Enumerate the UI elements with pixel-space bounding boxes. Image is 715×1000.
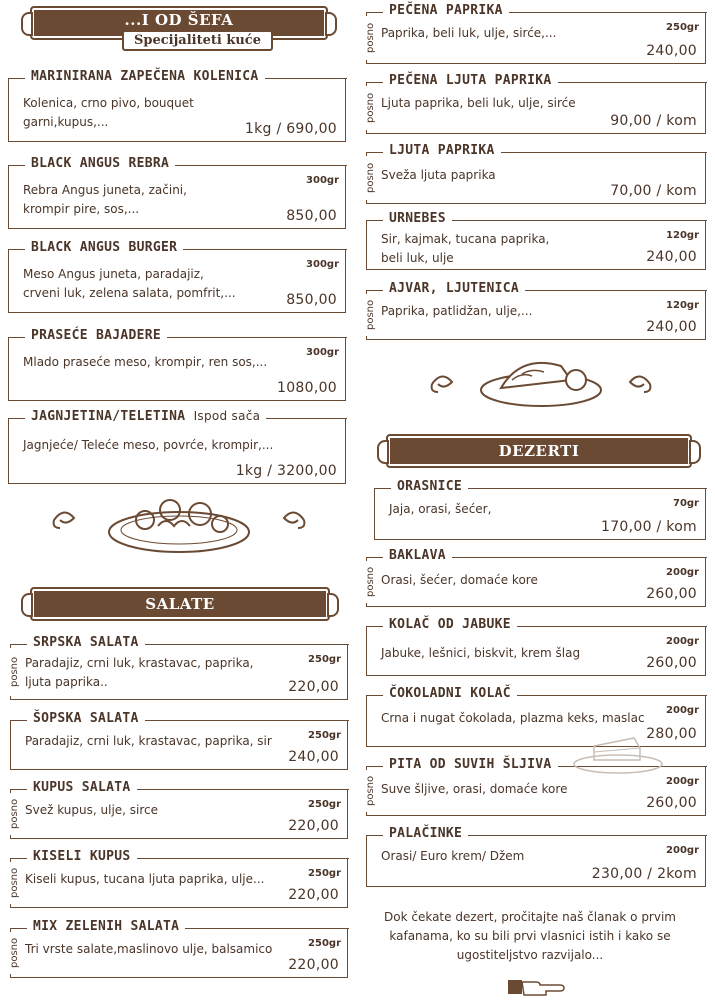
item-name: ORASNICE bbox=[391, 479, 468, 494]
menu-item bbox=[8, 409, 346, 484]
item-weight: 300gr bbox=[306, 175, 339, 186]
item-posno: posno bbox=[9, 932, 23, 974]
item-posno: posno bbox=[9, 648, 23, 696]
section-header-salads bbox=[30, 587, 330, 621]
item-price: 1kg / 690,00 bbox=[244, 121, 337, 137]
item-weight: 300gr bbox=[306, 259, 339, 270]
item-posno: posno bbox=[365, 16, 379, 60]
item-weight: 250gr bbox=[308, 938, 341, 949]
menu-item bbox=[365, 548, 706, 607]
item-posno: posno bbox=[365, 156, 379, 200]
item-description: Orasi/ Euro krem/ Džem bbox=[381, 849, 525, 863]
section-header-desserts bbox=[386, 434, 692, 468]
menu-item bbox=[10, 711, 348, 770]
item-posno: posno bbox=[365, 86, 379, 130]
menu-item bbox=[8, 156, 346, 229]
pointing-hand-icon[interactable] bbox=[506, 976, 568, 998]
menu-item bbox=[8, 69, 346, 142]
item-weight: 200gr bbox=[666, 845, 699, 856]
item-posno: posno bbox=[365, 294, 379, 336]
item-posno: posno bbox=[9, 793, 23, 835]
item-weight: 250gr bbox=[308, 730, 341, 741]
menu-item bbox=[9, 635, 348, 700]
item-name: ČOKOLADNI KOLAČ bbox=[383, 686, 517, 701]
menu-item bbox=[8, 328, 346, 401]
item-price: 220,00 bbox=[288, 957, 339, 973]
item-description: Ljuta paprika, beli luk, ulje, sirće bbox=[381, 96, 576, 110]
menu-item bbox=[366, 617, 706, 676]
item-description: Meso Angus juneta, paradajiz, crveni luk, zelena salata, pomfrit,... bbox=[23, 267, 236, 300]
menu-item bbox=[9, 919, 348, 978]
section-header-desserts-title: DEZERTI bbox=[498, 442, 580, 460]
item-weight: 120gr bbox=[666, 230, 699, 241]
item-description: Jabuke, lešnici, biskvit, krem šlag bbox=[381, 646, 581, 660]
item-posno: posno bbox=[9, 862, 23, 904]
item-name: ŠOPSKA SALATA bbox=[27, 711, 145, 726]
item-description: Sveža ljuta paprika bbox=[381, 168, 496, 182]
item-description: Paradajiz, crni luk, krastavac, paprika, ljuta paprika.. bbox=[25, 656, 254, 689]
menu-item bbox=[8, 240, 346, 313]
item-price: 230,00 / 2kom bbox=[591, 866, 697, 882]
item-price: 240,00 bbox=[646, 43, 697, 59]
dessert-plate-illustration bbox=[426, 350, 656, 414]
item-description: Jaja, orasi, šećer, bbox=[389, 502, 492, 516]
item-price: 850,00 bbox=[286, 292, 337, 308]
item-weight: 250gr bbox=[308, 868, 341, 879]
item-price: 90,00 / kom bbox=[610, 113, 697, 129]
item-name: JAGNJETINA/TELETINA Ispod sača bbox=[25, 409, 266, 424]
item-description: Paprika, beli luk, ulje, sirće,... bbox=[381, 26, 557, 40]
item-weight: 300gr bbox=[306, 347, 339, 358]
salad-plate-illustration bbox=[50, 490, 308, 560]
menu-item bbox=[9, 849, 348, 908]
menu-item bbox=[365, 73, 706, 134]
item-weight: 70gr bbox=[672, 498, 699, 509]
item-price: 280,00 bbox=[646, 726, 697, 742]
item-price: 1kg / 3200,00 bbox=[235, 463, 337, 479]
item-description: Mlado praseće meso, krompir, ren sos,... bbox=[23, 355, 268, 369]
cake-illustration bbox=[572, 730, 664, 776]
item-description: Kolenica, crno pivo, bouquet garni,kupus,... bbox=[23, 96, 194, 129]
item-description: Sir, kajmak, tucana paprika, beli luk, ulje bbox=[381, 232, 550, 265]
item-description: Suve šljive, orasi, domaće kore bbox=[381, 782, 568, 796]
item-name: URNEBES bbox=[383, 211, 452, 226]
item-description: Paradajiz, crni luk, krastavac, paprika, sir bbox=[25, 734, 272, 748]
item-price: 260,00 bbox=[646, 586, 697, 602]
section-header-chef-title: ...I OD ŠEFA bbox=[124, 11, 234, 29]
item-weight: 120gr bbox=[666, 300, 699, 311]
item-name: BAKLAVA bbox=[383, 548, 452, 563]
footnote-text: Dok čekate dezert, pročitajte naš članak o prvim kafanama, ko su bili prvi vlasnici istih i kako se ugostiteljstvo razvijalo... bbox=[384, 910, 676, 962]
item-price: 260,00 bbox=[646, 795, 697, 811]
item-price: 240,00 bbox=[646, 249, 697, 265]
item-name: BLACK ANGUS REBRA bbox=[25, 156, 175, 171]
menu-item bbox=[366, 826, 706, 887]
item-price: 260,00 bbox=[646, 655, 697, 671]
item-name: MARINIRANA ZAPEČENA KOLENICA bbox=[25, 69, 265, 84]
item-note: Ispod sača bbox=[193, 409, 261, 423]
menu-item bbox=[374, 479, 706, 540]
item-price: 220,00 bbox=[288, 818, 339, 834]
section-header-salads-title: SALATE bbox=[145, 595, 215, 613]
item-weight: 200gr bbox=[666, 776, 699, 787]
item-description: Paprika, patlidžan, ulje,... bbox=[381, 304, 533, 318]
item-price: 70,00 / kom bbox=[610, 183, 697, 199]
menu-item bbox=[365, 281, 706, 340]
item-description: Kiseli kupus, tucana ljuta paprika, ulje... bbox=[25, 872, 265, 886]
item-price: 850,00 bbox=[286, 208, 337, 224]
item-name: PEČENA LJUTA PAPRIKA bbox=[383, 73, 558, 88]
item-description: Svež kupus, ulje, sirce bbox=[25, 803, 159, 817]
item-name: SRPSKA SALATA bbox=[27, 635, 145, 650]
item-price: 240,00 bbox=[288, 749, 339, 765]
item-price: 1080,00 bbox=[277, 380, 337, 396]
item-name: AJVAR, LJUTENICA bbox=[383, 281, 525, 296]
item-weight: 200gr bbox=[666, 567, 699, 578]
item-weight: 250gr bbox=[666, 22, 699, 33]
item-weight: 250gr bbox=[308, 654, 341, 665]
item-name: LJUTA PAPRIKA bbox=[383, 143, 501, 158]
item-posno: posno bbox=[365, 561, 379, 603]
item-posno: posno bbox=[365, 770, 379, 812]
item-price: 220,00 bbox=[288, 887, 339, 903]
item-description: Crna i nugat čokolada, plazma keks, maslac bbox=[381, 711, 645, 725]
item-name: KUPUS SALATA bbox=[27, 780, 137, 795]
item-price: 240,00 bbox=[646, 319, 697, 335]
item-description: Jagnjeće/ Teleće meso, povrće, krompir,... bbox=[23, 438, 274, 452]
item-name: PALAČINKE bbox=[383, 826, 468, 841]
menu-item bbox=[365, 3, 706, 64]
item-name: PITA OD SUVIH ŠLJIVA bbox=[383, 757, 558, 772]
item-weight: 200gr bbox=[666, 705, 699, 716]
item-name: PEČENA PAPRIKA bbox=[383, 3, 509, 18]
item-name: KISELI KUPUS bbox=[27, 849, 137, 864]
item-weight: 250gr bbox=[308, 799, 341, 810]
item-name: PRASEĆE BAJADERE bbox=[25, 328, 167, 343]
item-description: Rebra Angus juneta, začini, krompir pire, sos,... bbox=[23, 183, 187, 216]
item-description: Orasi, šećer, domaće kore bbox=[381, 573, 538, 587]
item-description: Tri vrste salate,maslinovo ulje, balsamico bbox=[25, 942, 273, 956]
menu-item bbox=[365, 143, 706, 204]
item-name: KOLAČ OD JABUKE bbox=[383, 617, 517, 632]
menu-item bbox=[366, 211, 706, 270]
item-name: BLACK ANGUS BURGER bbox=[25, 240, 183, 255]
item-name: MIX ZELENIH SALATA bbox=[27, 919, 185, 934]
item-price: 220,00 bbox=[288, 679, 339, 695]
item-price: 170,00 / kom bbox=[600, 519, 697, 535]
menu-item bbox=[9, 780, 348, 839]
section-header-chef-subtitle: Specijaliteti kuće bbox=[122, 30, 273, 51]
item-weight: 200gr bbox=[666, 636, 699, 647]
